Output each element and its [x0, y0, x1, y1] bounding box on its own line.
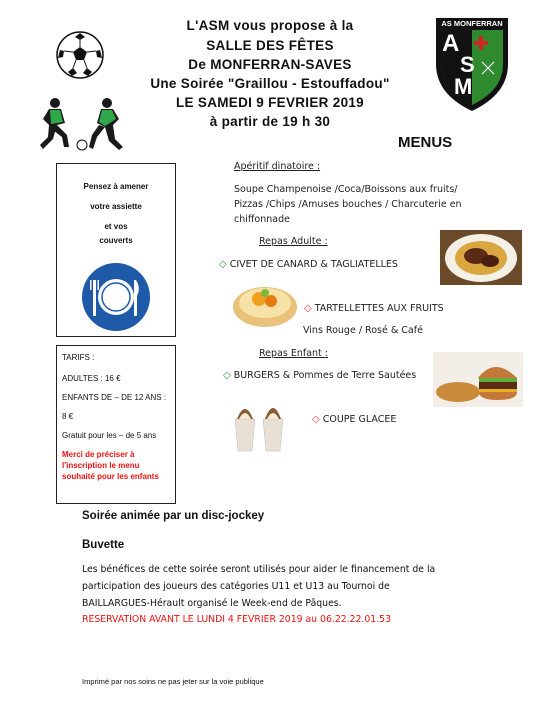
buvette-text: Buvette	[82, 539, 125, 551]
red-diamond-icon: ◇	[312, 414, 320, 425]
adult-item-1-label: CIVET DE CANARD & TAGLIATELLES	[229, 259, 398, 270]
fruit-tart-photo	[231, 277, 299, 329]
header-line-1: L'ASM vous propose à la	[186, 18, 354, 33]
bring-plate-box	[56, 163, 176, 337]
red-diamond-icon: ◇	[304, 303, 312, 314]
bring-line-4: couverts	[99, 236, 133, 245]
logo-letters: A S M	[442, 30, 475, 99]
header-line-4: Une Soirée "Graillou - Estouffadou"	[150, 76, 390, 91]
logo-top-text: AS MONFERRAN	[441, 19, 503, 28]
ice-cream-cups-photo	[231, 393, 289, 455]
tarifs-note: Merci de préciser à l'inscription le menu souhaité pour les enfants	[62, 450, 159, 481]
burger-photo	[433, 352, 523, 407]
child-item-1	[223, 370, 416, 381]
tarifs-children: ENFANTS DE – DE 12 ANS :	[62, 393, 167, 402]
adult-item-2-label: TARTELLETTES AUX FRUITS	[314, 303, 444, 314]
header-line-3: De MONFERRAN-SAVES	[188, 57, 352, 72]
reservation-text: RESERVATION AVANT LE LUNDI 4 FEVRIER 2019 au 06.22.22.01.53	[82, 614, 392, 625]
child-menu-heading: Repas Enfant :	[259, 348, 328, 359]
bring-line-1: Pensez à amener	[83, 182, 149, 191]
football-players-icon	[35, 95, 130, 155]
tarifs-title: TARIFS :	[62, 353, 95, 362]
green-diamond-icon: ◇	[223, 370, 231, 381]
adult-item-2	[304, 303, 444, 314]
aperitif-heading: Apéritif dinatoire :	[234, 161, 321, 172]
adult-item-1	[219, 259, 398, 270]
footer-text: Imprimé par nos soins ne pas jeter sur la voie publique	[82, 677, 264, 686]
tarifs-children-price: 8 €	[62, 412, 74, 421]
green-diamond-icon: ◇	[219, 259, 227, 270]
duck-civet-photo	[440, 230, 522, 285]
header-line-2: SALLE DES FÊTES	[206, 38, 334, 53]
evening-text: Soirée animée par un disc-jockey	[82, 510, 265, 522]
plate-cutlery-icon	[81, 262, 151, 332]
tarifs-box	[56, 345, 176, 504]
adult-drinks: Vins Rouge / Rosé & Café	[303, 325, 423, 336]
menus-title: MENUS	[398, 134, 453, 151]
child-item-1-label: BURGERS & Pommes de Terre Sautées	[233, 370, 417, 381]
child-item-2	[312, 414, 396, 425]
bring-line-3: et vos	[104, 222, 128, 231]
tarifs-free: Gratuit pour les – de 5 ans	[62, 431, 157, 440]
benefits-text: Les bénéfices de cette soirée seront utilisés pour aider le financement de la participation des joueurs des catégories U11 et U13 au Tournoi de BAILLARGUES-Hérault organisé le Week-end de Pâques.	[82, 564, 436, 609]
child-item-2-label: COUPE GLACEE	[322, 414, 397, 425]
header-line-6: à partir de 19 h 30	[209, 114, 331, 129]
aperitif-text: Soupe Champenoise /Coca/Boissons aux fruits/ Pizzas /Chips /Amuses bouches / Charcuterie en chiffonnade	[234, 184, 462, 225]
bring-line-2: votre assiette	[90, 202, 142, 211]
tarifs-adults: ADULTES : 16 €	[62, 374, 121, 383]
adult-menu-heading: Repas Adulte :	[259, 236, 328, 247]
header-line-5: LE SAMEDI 9 FEVRIER 2019	[175, 95, 364, 110]
soccer-ball-icon	[55, 30, 105, 80]
